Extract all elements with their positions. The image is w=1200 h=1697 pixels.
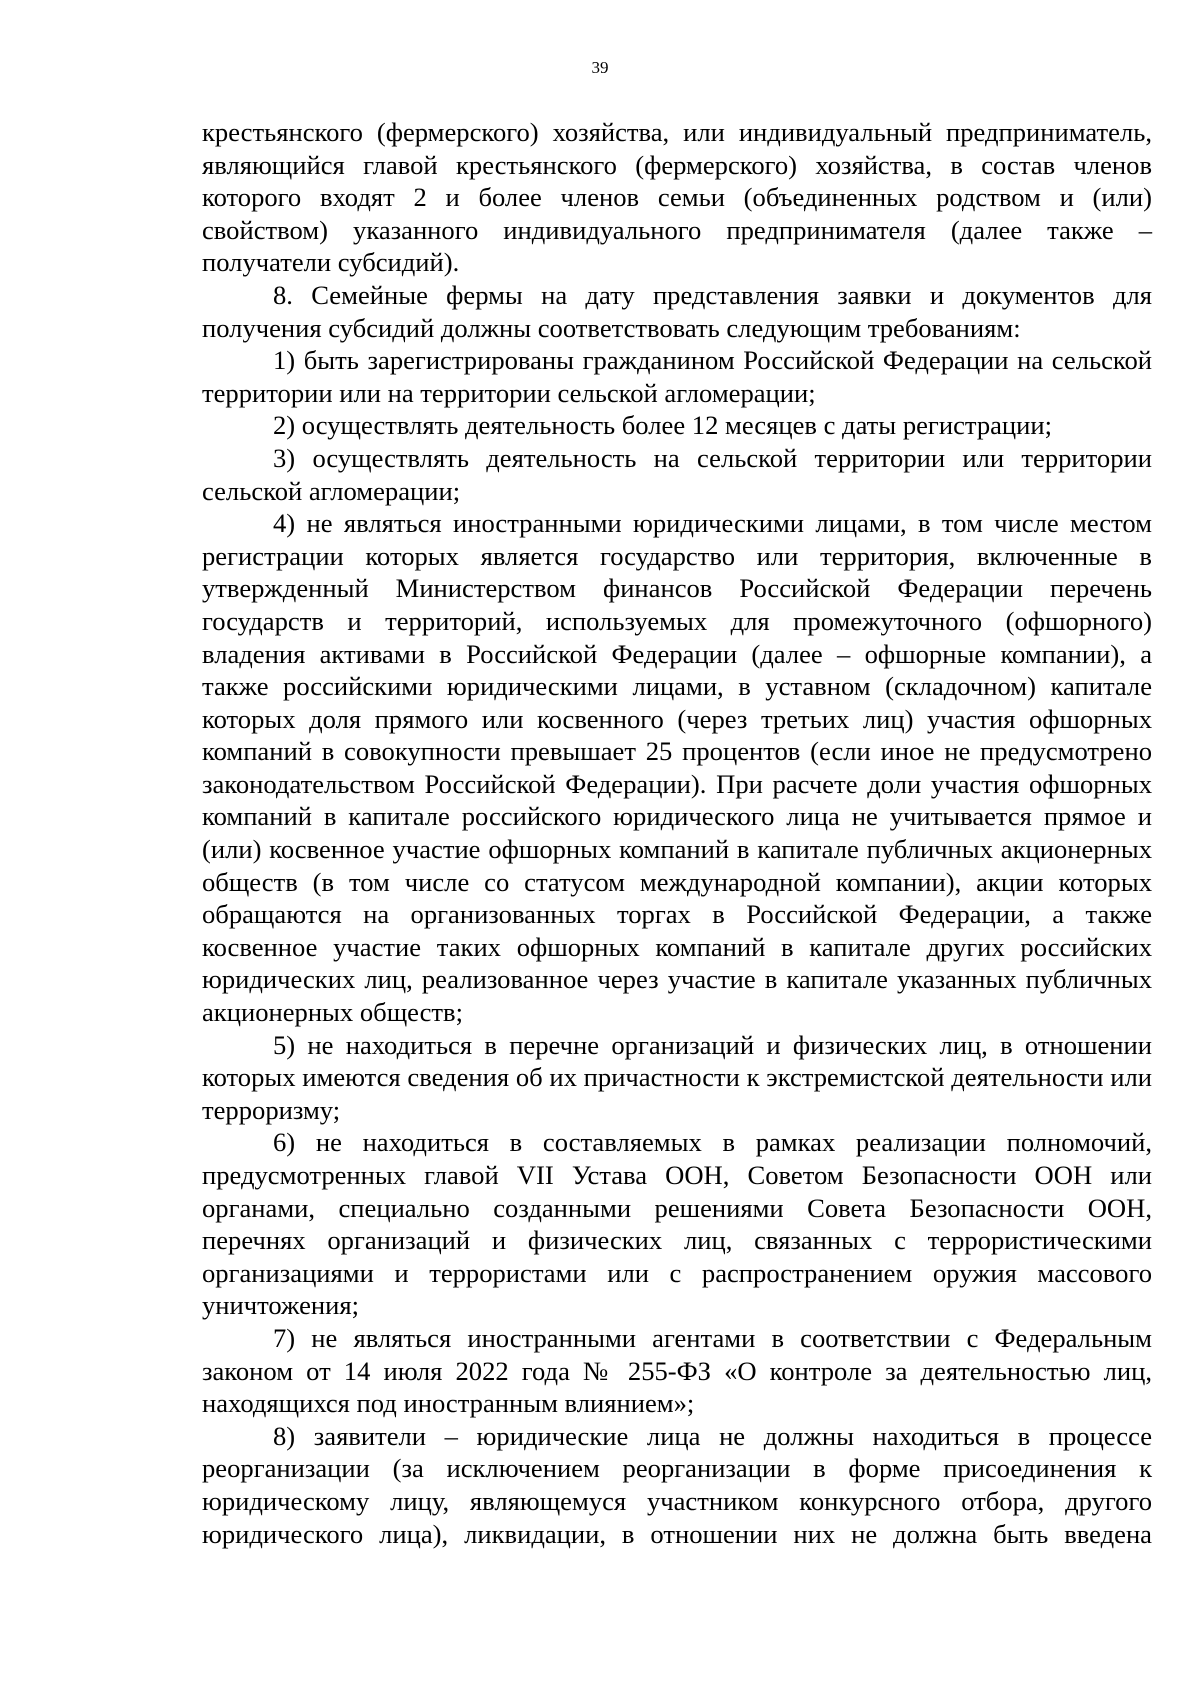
paragraph-requirement-6: 6) не находиться в составляемых в рамках реализации полномочий, предусмотренных главой VII Устава ООН, Советом Безопасности ООН или органами, специально созданными решениями Совета Безопасности ООН, перечнях организаций и физических лиц, связанных с террористическими организациями и террористами или с распространением оружия массового уничтожения; (202, 1127, 1152, 1321)
paragraph-requirement-4: 4) не являться иностранными юридическими лицами, в том числе местом регистрации которых является государство или территория, включенные в утвержденный Министерством финансов Российской Федерации перечень государств и территорий, используемых для промежуточного (офшорного) владения активами в Российской Федерации (далее – офшорные компании), а также российскими юридическими лицами, в уставном (складочном) капитале которых доля прямого или косвенного (через третьих лиц) участия офшорных компаний в совокупности превышает 25 процентов (если иное не предусмотрено законодательством Российской Федерации). При расчете доли участия офшорных компаний в капитале российского юридического лица не учитывается прямое и (или) косвенное участие офшорных компаний в капитале публичных акционерных обществ (в том числе со статусом международной компании), акции которых обращаются на организованных торгах в Российской Федерации, а также косвенное участие таких офшорных компаний в капитале других российских юридических лиц, реализованное через участие в капитале указанных публичных акционерных обществ; (202, 508, 1152, 1028)
page-number: 39 (591, 58, 609, 77)
paragraph-requirement-3: 3) осуществлять деятельность на сельской территории или территории сельской агломерации; (202, 442, 1152, 506)
paragraph-item-8: 8. Семейные фермы на дату представления заявки и документов для получения субсидий должны соответствовать следующим требованиям: (202, 279, 1152, 343)
document-body (202, 116, 1152, 1550)
paragraph-requirement-1: 1) быть зарегистрированы гражданином Российской Федерации на сельской территории или на территории сельской агломерации; (202, 345, 1152, 408)
paragraph-continuation: крестьянского (фермерского) хозяйства, или индивидуальный предприниматель, являющийся главой крестьянского (фермерского) хозяйства, в состав членов которого входят 2 и более членов семьи (объединенных родством и (или) свойством) указанного индивидуального предпринимателя (далее также – получатели субсидий). (202, 117, 1152, 278)
paragraph-requirement-7: 7) не являться иностранными агентами в соответствии с Федеральным законом от 14 июля 2022 года № 255-ФЗ «О контроле за деятельностью лиц, находящихся под иностранным влиянием»; (202, 1322, 1152, 1419)
paragraph-requirement-2: 2) осуществлять деятельность более 12 месяцев с даты регистрации; (273, 410, 1052, 441)
paragraph-requirement-5: 5) не находиться в перечне организаций и физических лиц, в отношении которых имеются сведения об их причастности к экстремистской деятельности или терроризму; (202, 1029, 1152, 1125)
paragraph-requirement-8: 8) заявители – юридические лица не должны находиться в процессе реорганизации (за исключением реорганизации в форме присоединения к юридическому лицу, являющемуся участником конкурсного отбора, другого юридического лица), ликвидации, в отношении них не должна быть введена (202, 1420, 1152, 1549)
